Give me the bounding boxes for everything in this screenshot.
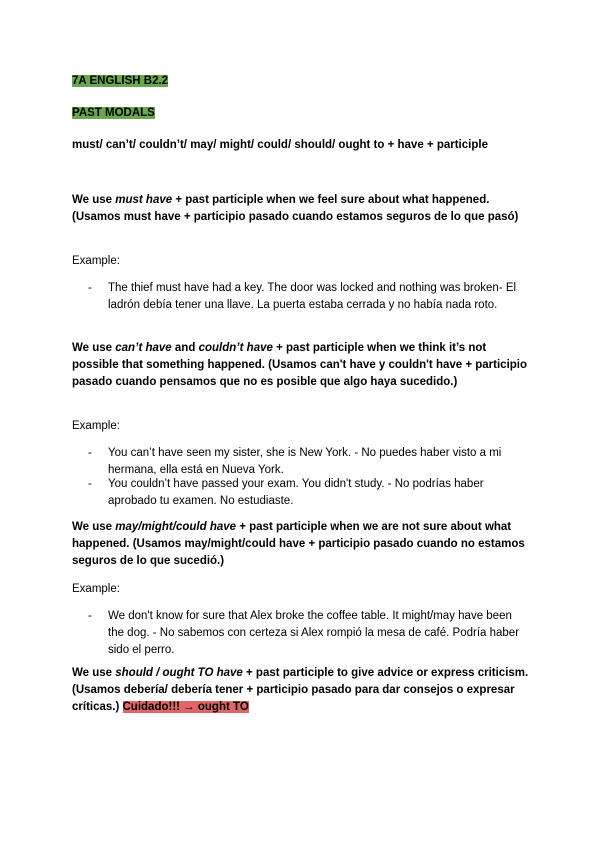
example-bullet <box>88 280 528 314</box>
example-label: Example: <box>72 420 120 432</box>
topic-title-highlight: PAST MODALS <box>72 107 155 119</box>
bullet-text: The thief must have had a key. The door was locked and nothing was broken- El ladrón debía tener una llave. La puerta estaba cerrada y no había nada roto. <box>108 282 517 311</box>
example-label: Example: <box>72 255 120 267</box>
rule-text: + past participle when we are not sure about what happened. (Usamos may/might/could have + participio pasado cuando no estamos seguros de lo que sucedió.) <box>72 521 525 567</box>
bullet-dash: - <box>88 447 92 459</box>
bullet-text: We don't know for sure that Alex broke the coffee table. It might/may have been the dog. - No sabemos con certeza si Alex rompió la mesa de café. Podría haber sido el perro. <box>108 610 520 656</box>
rule-modal: couldn’t have <box>198 342 273 354</box>
bullet-dash: - <box>88 282 92 294</box>
formula-line: must/ can’t/ couldn’t/ may/ might/ could/ should/ ought to + have + participle <box>72 139 488 151</box>
example-bullet <box>88 445 528 479</box>
course-title <box>72 73 168 89</box>
course-title-highlight: 7A ENGLISH B2.2 <box>72 75 169 87</box>
rule-text: + past participle when we feel sure about what happened. (Usamos must have + participio pasado cuando estamos seguros de lo que pasó) <box>72 194 519 223</box>
example-label: Example: <box>72 583 120 595</box>
bullet-text: You can’t have seen my sister, she is New York. - No puedes haber visto a mi hermana, ella está en Nueva York. <box>108 447 502 476</box>
rule-text: We use <box>72 194 116 206</box>
rule-should-ought-to-have <box>72 665 532 716</box>
rule-text: + past participle when we think it’s not possible that something happened. (Usamos can't have y couldn't have + participio pasado cuando pensamos que no es posible que algo haya sucedido.) <box>72 342 528 388</box>
rule-must-have <box>72 192 532 226</box>
rule-text: We use <box>72 667 116 679</box>
rule-modal: should / ought TO have <box>115 667 243 679</box>
bullet-text: You couldn’t have passed your exam. You didn't study. - No podrías haber aprobado tu examen. No estudiaste. <box>108 478 484 507</box>
warning-highlight: Cuidado!!! → ought TO <box>122 701 249 713</box>
rule-modal: may/might/could have <box>115 521 237 533</box>
rule-text: We use <box>72 342 116 354</box>
bullet-dash: - <box>88 478 92 490</box>
rule-text: We use <box>72 521 116 533</box>
rule-modal: can’t have <box>115 342 172 354</box>
rule-cant-have <box>72 340 532 391</box>
rule-text: + past participle to give advice or express criticism. (Usamos debería/ debería tener + participio pasado para dar consejos o expresar críticas.) <box>72 667 529 713</box>
example-bullet <box>88 608 528 659</box>
rule-may-might-could-have <box>72 519 532 570</box>
bullet-dash: - <box>88 610 92 622</box>
rule-text: and <box>171 342 199 354</box>
rule-modal: must have <box>115 194 173 206</box>
topic-title <box>72 105 155 121</box>
example-bullet <box>88 476 528 510</box>
